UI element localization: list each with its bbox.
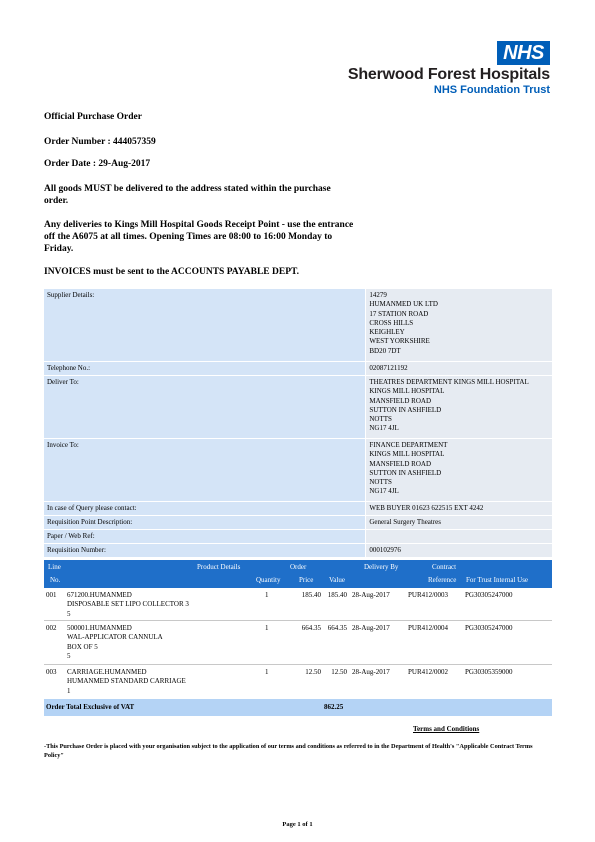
product-description: HUMANMED STANDARD CARRIAGE xyxy=(67,677,186,686)
address-line: NOTTS xyxy=(369,415,392,424)
paper-ref-row xyxy=(44,530,552,543)
address-line: BD20 7DT xyxy=(369,346,401,355)
product-details xyxy=(67,591,189,619)
header-product-details: Product Details xyxy=(197,563,241,571)
contract-reference: PUR412/0003 xyxy=(408,591,449,599)
value: 664.35 xyxy=(327,624,347,632)
address-line: SUTTON IN ASHFIELD xyxy=(369,405,442,414)
address-line: NG17 4JL xyxy=(369,424,399,433)
query-value xyxy=(366,502,552,515)
product-code: 671200.HUMANMED xyxy=(67,591,132,599)
product-extra: 5 xyxy=(67,609,71,618)
nhs-logo: NHS xyxy=(497,41,550,65)
contract-reference: PUR412/0004 xyxy=(408,624,449,632)
address-line: SUTTON IN ASHFIELD xyxy=(369,468,442,477)
product-description: DISPOSABLE SET LIPO COLLECTOR 3 xyxy=(67,600,189,609)
price: 185.40 xyxy=(301,591,321,599)
invoices-note: INVOICES must be sent to the ACCOUNTS PAYABLE DEPT. xyxy=(44,267,300,277)
address-line: 17 STATION ROAD xyxy=(369,309,429,318)
query-contact: WEB BUYER 01623 622515 EXT 4242 xyxy=(369,504,484,512)
deliver-to-label: Deliver To: xyxy=(44,376,365,438)
telephone-value xyxy=(366,362,552,375)
header-reference: Reference xyxy=(428,576,457,584)
invoice-to-row xyxy=(44,439,552,501)
table-row xyxy=(44,588,552,621)
product-code: 500001.HUMANMED xyxy=(67,624,132,632)
telephone-row xyxy=(44,362,552,375)
organisation-name: Sherwood Forest Hospitals xyxy=(347,66,550,83)
trust-internal-code: PG30305247000 xyxy=(465,624,513,632)
header-no: No. xyxy=(50,576,61,584)
address-line: KINGS MILL HOSPITAL xyxy=(369,387,445,396)
order-details-table xyxy=(44,289,552,557)
product-description: WAL-APPLICATOR CANNULA xyxy=(67,633,163,642)
paper-ref-label: Paper / Web Ref: xyxy=(44,530,365,543)
kings-mill-note: Any deliveries to Kings Mill Hospital Goods Receipt Point - use the entrance off the A6075 at all times. Opening Times are 08:00 to 16:00 Monday to Friday. xyxy=(44,220,354,254)
address-line: MANSFIELD ROAD xyxy=(369,459,432,468)
order-number: Order Number : 444057359 xyxy=(44,137,156,147)
address-line: MANSFIELD ROAD xyxy=(369,396,432,405)
address-line: KINGS MILL HOSPITAL xyxy=(369,450,445,459)
requisition-number-row xyxy=(44,544,552,557)
line-number: 003 xyxy=(46,668,57,676)
terms-title: Terms and Conditions xyxy=(413,725,480,733)
header-price: Price xyxy=(299,576,314,584)
product-code: CARRIAGE.HUMANMED xyxy=(67,668,147,676)
requisition-point-row xyxy=(44,516,552,529)
header-trust-internal-use: For Trust Internal Use xyxy=(466,576,529,584)
order-total-row xyxy=(44,699,552,716)
address-line: THEATRES DEPARTMENT KINGS MILL HOSPITAL xyxy=(369,378,529,386)
deliver-to-value xyxy=(366,376,552,438)
requisition-point-value xyxy=(366,516,552,529)
delivery-date: 28-Aug-2017 xyxy=(352,624,390,632)
address-line: NOTTS xyxy=(369,478,392,487)
requisition-number-text: 000102976 xyxy=(369,546,401,554)
trust-internal-code: PG30305247000 xyxy=(465,591,513,599)
table-row xyxy=(44,621,552,665)
quantity: 1 xyxy=(265,624,269,632)
order-lines-table xyxy=(44,560,552,716)
organisation-trust: NHS Foundation Trust xyxy=(433,84,550,96)
order-total-value: 862.25 xyxy=(324,703,344,711)
line-number: 001 xyxy=(46,591,57,599)
query-label: In case of Query please contact: xyxy=(44,502,365,515)
telephone-number: 02087121192 xyxy=(369,364,408,372)
product-extra: 5 xyxy=(67,651,71,660)
trust-internal-code: PG30305359000 xyxy=(465,668,513,676)
price: 12.50 xyxy=(305,668,321,676)
address-line: 14279 xyxy=(369,291,387,299)
line-number: 002 xyxy=(46,624,57,632)
requisition-number-label: Requisition Number: xyxy=(44,544,365,557)
telephone-label: Telephone No.: xyxy=(44,362,365,375)
address-line: CROSS HILLS xyxy=(369,318,414,327)
order-date: Order Date : 29-Aug-2017 xyxy=(44,159,151,169)
delivery-note: All goods MUST be delivered to the address stated within the purchase order. xyxy=(44,184,331,206)
document-title: Official Purchase Order xyxy=(44,112,142,122)
product-details xyxy=(67,624,163,661)
header-line: Line xyxy=(48,563,61,571)
lines-header xyxy=(44,560,552,588)
address-line: WEST YORKSHIRE xyxy=(369,337,430,346)
deliver-to-row xyxy=(44,376,552,438)
header-order: Order xyxy=(290,563,307,571)
header-delivery-by: Delivery By xyxy=(364,563,399,571)
query-row xyxy=(44,502,552,515)
supplier-value xyxy=(366,289,552,361)
header-contract: Contract xyxy=(432,563,457,571)
value: 185.40 xyxy=(327,591,347,599)
invoice-to-value xyxy=(366,439,552,501)
quantity: 1 xyxy=(265,668,269,676)
product-extra: BOX OF 5 xyxy=(67,642,98,651)
contract-reference: PUR412/0002 xyxy=(408,668,449,676)
terms-text: -This Purchase Order is placed with your organisation subject to the application of our terms and conditions as referred to in the Department of Health's "Applicable Contract Terms Policy" xyxy=(44,743,533,759)
quantity: 1 xyxy=(265,591,269,599)
product-details xyxy=(67,668,186,696)
product-extra: 1 xyxy=(67,686,71,695)
address-line: NG17 4JL xyxy=(369,487,399,496)
requisition-point-text: General Surgery Theatres xyxy=(369,518,442,526)
requisition-number-value xyxy=(366,544,552,557)
page-number: Page 1 of 1 xyxy=(282,821,313,828)
order-total-label: Order Total Exclusive of VAT xyxy=(46,703,135,711)
value: 12.50 xyxy=(331,668,347,676)
requisition-point-label: Requisition Point Description: xyxy=(44,516,365,529)
delivery-date: 28-Aug-2017 xyxy=(352,668,390,676)
address-line: HUMANMED UK LTD xyxy=(369,300,438,309)
paper-ref-value xyxy=(366,530,552,543)
address-line: KEIGHLEY xyxy=(369,328,405,337)
header-quantity: Quantity xyxy=(256,576,281,584)
address-line: FINANCE DEPARTMENT xyxy=(369,441,448,449)
supplier-label: Supplier Details: xyxy=(44,289,365,361)
table-row xyxy=(44,665,552,699)
header-value: Value xyxy=(329,576,345,584)
invoice-to-label: Invoice To: xyxy=(44,439,365,501)
price: 664.35 xyxy=(301,624,321,632)
delivery-date: 28-Aug-2017 xyxy=(352,591,390,599)
supplier-row xyxy=(44,289,552,361)
